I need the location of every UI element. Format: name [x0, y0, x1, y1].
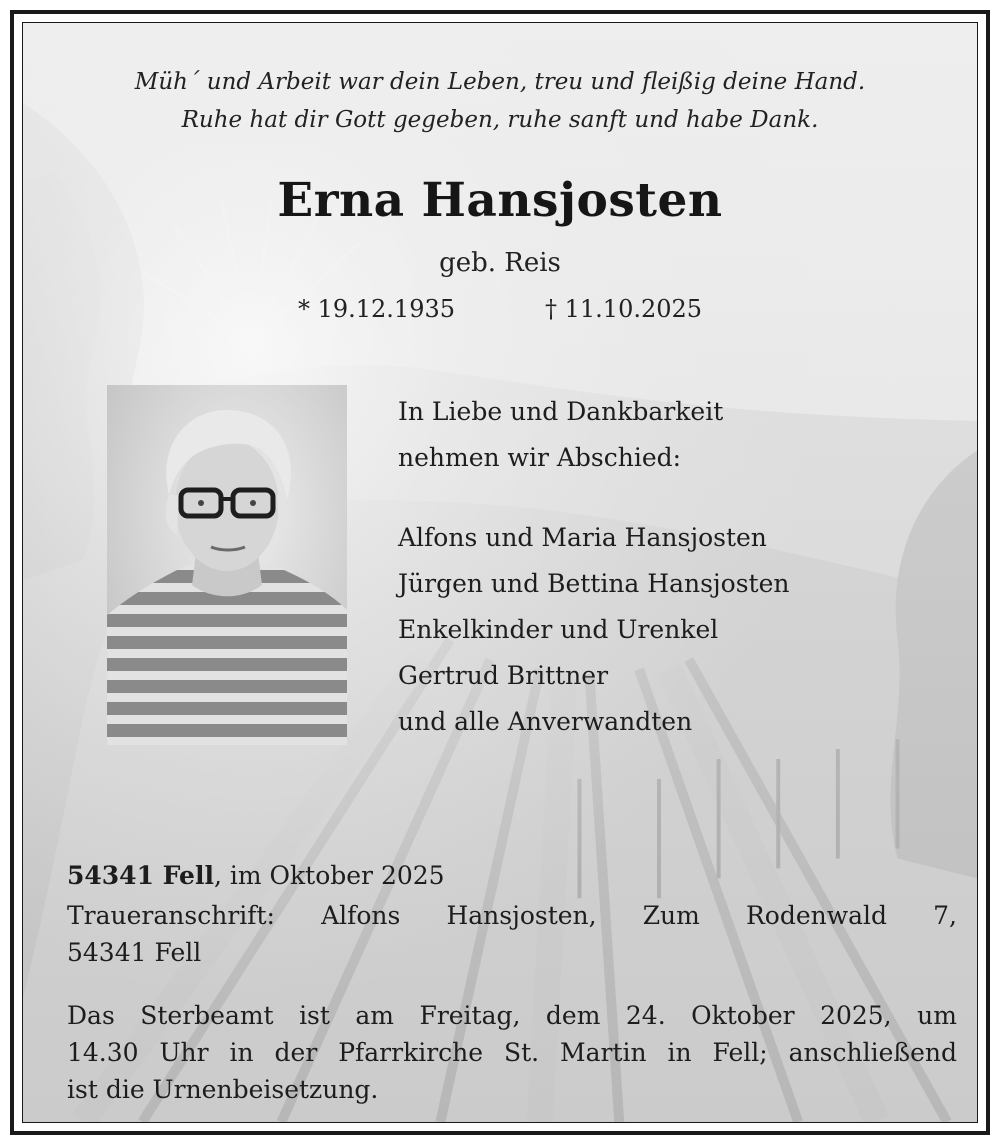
- place-name: 54341 Fell: [67, 861, 214, 890]
- place-date-line: [67, 861, 445, 890]
- motto-line-1: Müh´ und Arbeit war dein Leben, treu und fleißig deine Hand.: [134, 69, 866, 95]
- place-date: , im Oktober 2025: [213, 861, 445, 890]
- service-word: 2025,: [820, 1001, 892, 1030]
- funeral-service-info: [67, 997, 957, 1108]
- deceased-name: Erna Hansjosten: [277, 173, 723, 228]
- address-word: Hansjosten,: [446, 901, 597, 930]
- mourning-address: [67, 897, 957, 971]
- service-word: Martin: [560, 1038, 647, 1067]
- address-word: 7,: [933, 901, 957, 930]
- obituary-frame-outer: [10, 10, 990, 1135]
- service-line-1: [67, 997, 957, 1034]
- service-word: Uhr: [159, 1038, 209, 1067]
- mourners-gap: [398, 481, 790, 515]
- address-word: Rodenwald: [745, 901, 888, 930]
- service-word: am: [355, 1001, 395, 1030]
- mourner-line: Jürgen und Bettina Hansjosten: [398, 569, 790, 598]
- portrait-illustration: [107, 385, 347, 745]
- service-word: Pfarrkirche: [338, 1038, 484, 1067]
- motto-verse: [23, 63, 977, 139]
- service-word: St.: [503, 1038, 540, 1067]
- service-word: Freitag,: [419, 1001, 521, 1030]
- mourner-line: und alle Anverwandten: [398, 707, 693, 736]
- service-line-2: [67, 1034, 957, 1071]
- life-dates: [23, 295, 977, 323]
- address-word: Zum: [642, 901, 700, 930]
- birth-date: * 19.12.1935: [297, 295, 455, 323]
- mourner-line: Alfons und Maria Hansjosten: [398, 523, 767, 552]
- death-date: † 11.10.2025: [545, 295, 703, 323]
- mourners-block: [398, 389, 790, 745]
- farewell-line-1: In Liebe und Dankbarkeit: [398, 397, 724, 426]
- mourner-line: Enkelkinder und Urenkel: [398, 615, 719, 644]
- portrait-photo: [107, 385, 347, 745]
- address-line-2: 54341 Fell: [67, 938, 202, 967]
- service-word: 14.30: [67, 1038, 139, 1067]
- service-word: in: [229, 1038, 254, 1067]
- service-word: ist: [299, 1001, 330, 1030]
- service-word: dem: [545, 1001, 601, 1030]
- address-word: Traueranschrift:: [67, 901, 275, 930]
- service-line-3: ist die Urnenbeisetzung.: [67, 1075, 379, 1104]
- service-word: Oktober: [691, 1001, 795, 1030]
- obituary-frame-inner: [22, 22, 978, 1123]
- service-word: um: [917, 1001, 957, 1030]
- farewell-line-2: nehmen wir Abschied:: [398, 443, 682, 472]
- motto-line-2: Ruhe hat dir Gott gegeben, ruhe sanft und habe Dank.: [181, 107, 819, 133]
- service-word: in: [667, 1038, 692, 1067]
- address-word: Alfons: [321, 901, 401, 930]
- service-word: Das: [67, 1001, 115, 1030]
- birth-name: geb. Reis: [439, 248, 561, 278]
- service-word: anschließend: [788, 1038, 957, 1067]
- address-line-1: [67, 897, 957, 934]
- service-word: Fell;: [712, 1038, 768, 1067]
- mourner-line: Gertrud Brittner: [398, 661, 609, 690]
- service-word: der: [274, 1038, 318, 1067]
- service-word: Sterbeamt: [140, 1001, 274, 1030]
- service-word: 24.: [625, 1001, 666, 1030]
